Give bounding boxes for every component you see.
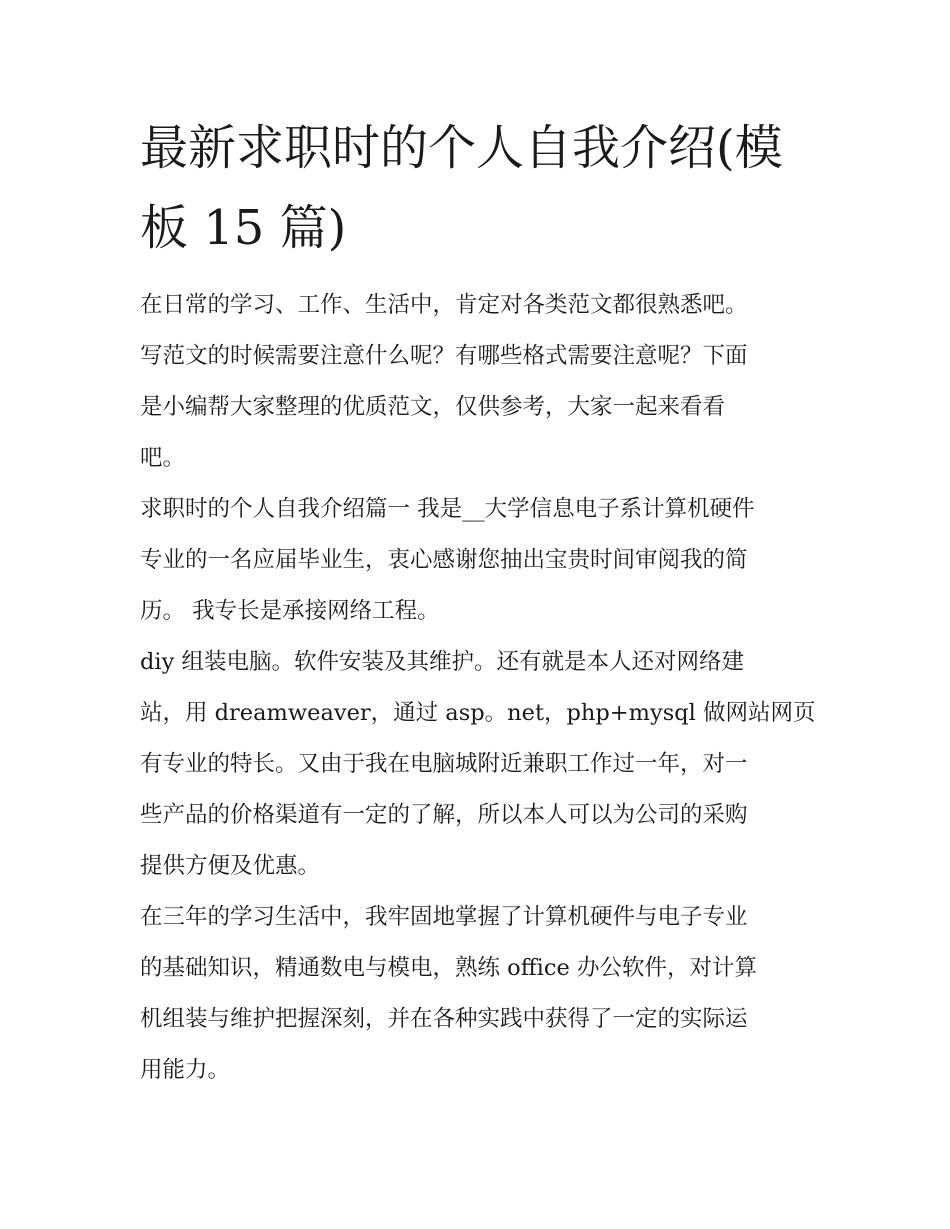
paragraph-line: 机组装与维护把握深刻，并在各种实践中获得了一定的实际运 — [140, 1006, 748, 1032]
paragraph-education — [140, 892, 815, 1096]
paragraph-section-one — [140, 484, 815, 637]
paragraph-line: 在三年的学习生活中，我牢固地掌握了计算机硬件与电子专业 — [140, 904, 748, 930]
paragraph-line: 站，用 dreamweaver，通过 asp。net，php+mysql 做网站网页 — [140, 700, 816, 726]
paragraph-skills — [140, 637, 815, 892]
paragraph-line: 吧。 — [140, 445, 186, 471]
paragraph-line: 写范文的时候需要注意什么呢？有哪些格式需要注意呢？下面 — [140, 343, 748, 369]
paragraph-line: 求职时的个人自我介绍篇一 我是__大学信息电子系计算机硬件 — [140, 496, 755, 522]
document-title — [140, 108, 815, 268]
paragraph-line: diy 组装电脑。软件安装及其维护。还有就是本人还对网络建 — [140, 649, 744, 675]
paragraph-intro — [140, 280, 815, 484]
document-page — [140, 108, 815, 1096]
paragraph-line: 专业的一名应届毕业生，衷心感谢您抽出宝贵时间审阅我的简 — [140, 547, 748, 573]
paragraph-line: 的基础知识，精通数电与模电，熟练 office 办公软件，对计算 — [140, 955, 757, 981]
paragraph-line: 历。 我专长是承接网络工程。 — [140, 598, 440, 624]
paragraph-line: 用能力。 — [140, 1057, 231, 1083]
paragraph-line: 有专业的特长。又由于我在电脑城附近兼职工作过一年，对一 — [140, 751, 748, 777]
paragraph-line: 提供方便及优惠。 — [140, 853, 321, 879]
paragraph-line: 些产品的价格渠道有一定的了解，所以本人可以为公司的采购 — [140, 802, 748, 828]
title-line: 板 15 篇) — [140, 200, 347, 256]
title-line: 最新求职时的个人自我介绍(模 — [140, 120, 783, 176]
paragraph-line: 在日常的学习、工作、生活中，肯定对各类范文都很熟悉吧。 — [140, 292, 748, 318]
paragraph-line: 是小编帮大家整理的优质范文，仅供参考，大家一起来看看 — [140, 394, 726, 420]
